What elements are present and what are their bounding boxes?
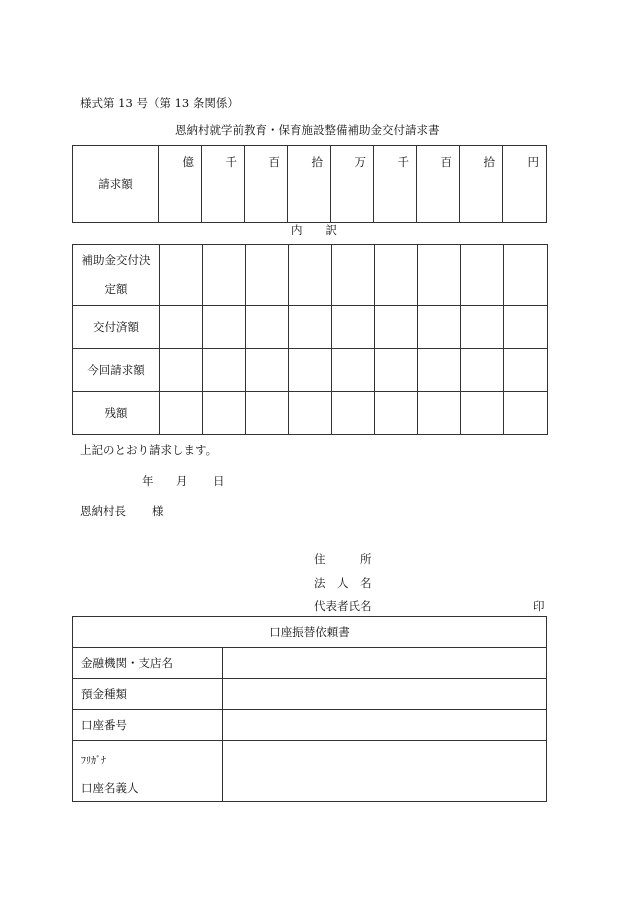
breakdown-heading: 内 訳 xyxy=(291,223,337,237)
paid-cell[interactable] xyxy=(289,306,332,349)
addressee-honorific: 様 xyxy=(152,504,164,518)
unit-hyaku: 百 xyxy=(417,146,460,223)
balance-cell[interactable] xyxy=(418,392,461,435)
seal-mark: 印 xyxy=(533,599,545,613)
balance-cell[interactable] xyxy=(504,392,548,435)
decided-amount-label-2: 定額 xyxy=(104,282,128,296)
paid-cell[interactable] xyxy=(203,306,246,349)
applicant-address-label: 住 所 xyxy=(314,552,372,566)
current-cell[interactable] xyxy=(160,349,203,392)
breakdown-table xyxy=(72,244,548,435)
unit-hyaku-man: 百 xyxy=(245,146,288,223)
paid-cell[interactable] xyxy=(160,306,203,349)
date-month: 月 xyxy=(176,474,188,488)
decided-cell[interactable] xyxy=(461,245,504,306)
bank-branch-label: 金融機関・支店名 xyxy=(73,648,223,679)
current-cell[interactable] xyxy=(504,349,548,392)
decided-cell[interactable] xyxy=(418,245,461,306)
paid-cell[interactable] xyxy=(332,306,375,349)
account-holder-label-cell xyxy=(73,741,223,802)
balance-label: 残額 xyxy=(73,392,160,435)
bank-transfer-table xyxy=(72,616,547,802)
current-cell[interactable] xyxy=(375,349,418,392)
unit-sen-man: 千 xyxy=(202,146,245,223)
account-number-label: 口座番号 xyxy=(73,710,223,741)
decided-cell[interactable] xyxy=(332,245,375,306)
paid-cell[interactable] xyxy=(375,306,418,349)
decided-cell[interactable] xyxy=(504,245,548,306)
account-holder-field[interactable] xyxy=(223,741,547,802)
paid-cell[interactable] xyxy=(418,306,461,349)
decided-cell[interactable] xyxy=(246,245,289,306)
unit-en: 円 xyxy=(503,146,547,223)
furigana-label: ﾌﾘｶﾞﾅ xyxy=(81,756,106,767)
deposit-type-label: 預金種類 xyxy=(73,679,223,710)
current-cell[interactable] xyxy=(203,349,246,392)
decided-cell[interactable] xyxy=(203,245,246,306)
current-cell[interactable] xyxy=(246,349,289,392)
form-number: 様式第 13 号（第 13 条関係） xyxy=(80,96,239,110)
unit-man: 万 xyxy=(331,146,374,223)
date-day: 日 xyxy=(213,474,225,488)
balance-cell[interactable] xyxy=(289,392,332,435)
unit-sen: 千 xyxy=(374,146,417,223)
applicant-rep-label: 代表者氏名 xyxy=(314,599,372,613)
paid-cell[interactable] xyxy=(504,306,548,349)
current-cell[interactable] xyxy=(461,349,504,392)
applicant-corp-label: 法 人 名 xyxy=(314,576,372,590)
decided-amount-label-1: 補助金交付決 xyxy=(81,253,151,267)
claim-amount-table xyxy=(72,145,547,223)
unit-oku: 億 xyxy=(159,146,202,223)
unit-ju-man: 拾 xyxy=(288,146,331,223)
current-cell[interactable] xyxy=(332,349,375,392)
addressee-name: 恩納村長 xyxy=(80,504,126,518)
bank-branch-field[interactable] xyxy=(223,648,547,679)
paid-cell[interactable] xyxy=(461,306,504,349)
breakdown-row-decided xyxy=(73,245,160,306)
decided-cell[interactable] xyxy=(160,245,203,306)
balance-cell[interactable] xyxy=(461,392,504,435)
page-title: 恩納村就学前教育・保育施設整備補助金交付請求書 xyxy=(175,123,440,137)
decided-cell[interactable] xyxy=(289,245,332,306)
current-cell[interactable] xyxy=(418,349,461,392)
date-year: 年 xyxy=(142,474,154,488)
balance-cell[interactable] xyxy=(160,392,203,435)
deposit-type-field[interactable] xyxy=(223,679,547,710)
decided-cell[interactable] xyxy=(375,245,418,306)
account-number-field[interactable] xyxy=(223,710,547,741)
paid-cell[interactable] xyxy=(246,306,289,349)
current-cell[interactable] xyxy=(289,349,332,392)
claim-amount-label: 請求額 xyxy=(73,146,159,223)
bank-table-title: 口座振替依頼書 xyxy=(73,617,547,648)
current-claim-label: 今回請求額 xyxy=(73,349,160,392)
account-holder-label: 口座名義人 xyxy=(81,781,139,795)
balance-cell[interactable] xyxy=(332,392,375,435)
balance-cell[interactable] xyxy=(375,392,418,435)
unit-ju: 拾 xyxy=(460,146,503,223)
paid-amount-label: 交付済額 xyxy=(73,306,160,349)
statement: 上記のとおり請求します。 xyxy=(80,443,218,457)
balance-cell[interactable] xyxy=(246,392,289,435)
balance-cell[interactable] xyxy=(203,392,246,435)
